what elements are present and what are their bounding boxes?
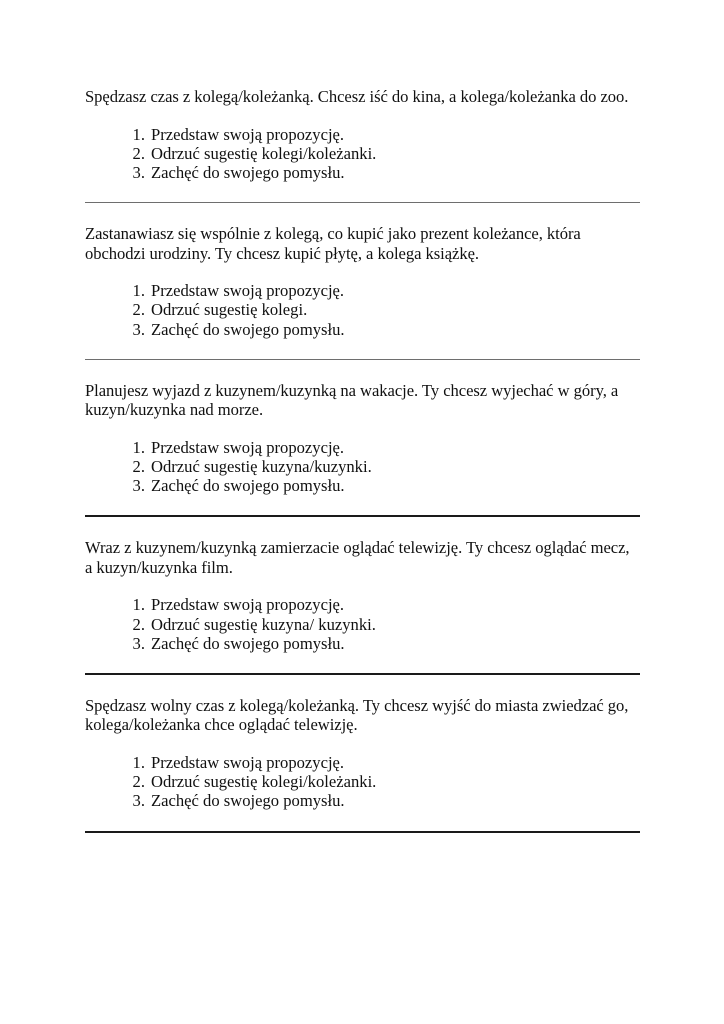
task-text: Przedstaw swoją propozycję. (151, 437, 345, 457)
scenario-prompt: Spędzasz czas z kolegą/koleżanką. Chcesz iść do kina, a kolega/koleżanka do zoo. (85, 87, 629, 106)
task-number: 1. (132, 437, 145, 457)
task-list (85, 595, 640, 653)
task-item (85, 144, 640, 163)
document-page (85, 87, 640, 854)
scenario-prompt: Zastanawiasz się wspólnie z kolegą, co kupić jako prezent koleżance, która obchodzi urodziny. Ty chcesz kupić płytę, a kolega książkę. (85, 224, 581, 263)
task-item (85, 438, 640, 457)
task-item (85, 163, 640, 182)
task-item (85, 753, 640, 772)
task-number: 3. (132, 162, 145, 182)
task-text: Przedstaw swoją propozycję. (151, 124, 345, 144)
task-item (85, 791, 640, 810)
scenario-prompt: Wraz z kuzynem/kuzynką zamierzacie oglądać telewizję. Ty chcesz oglądać mecz, a kuzyn/kuzynka film. (85, 538, 630, 577)
task-list (85, 438, 640, 496)
section-divider (85, 673, 640, 675)
task-list (85, 281, 640, 339)
task-text: Przedstaw swoją propozycję. (151, 595, 345, 615)
scenario-section-3 (85, 381, 640, 496)
task-text: Odrzuć sugestię kuzyna/kuzynki. (151, 456, 372, 476)
task-item (85, 457, 640, 476)
scenario-section-5 (85, 696, 640, 811)
task-number: 3. (132, 633, 145, 653)
task-item (85, 300, 640, 319)
task-text: Zachęć do swojego pomysłu. (151, 633, 345, 653)
task-number: 2. (132, 614, 145, 634)
task-number: 1. (132, 595, 145, 615)
scenario-section-1 (85, 87, 640, 182)
task-item (85, 615, 640, 634)
task-item (85, 320, 640, 339)
task-number: 3. (132, 319, 145, 339)
task-text: Przedstaw swoją propozycję. (151, 281, 345, 301)
task-number: 1. (132, 752, 145, 772)
task-number: 3. (132, 476, 145, 496)
section-divider (85, 831, 640, 833)
task-list (85, 753, 640, 811)
task-list (85, 125, 640, 183)
task-item (85, 125, 640, 144)
scenario-prompt: Spędzasz wolny czas z kolegą/koleżanką. Ty chcesz wyjść do miasta zwiedzać go, kolega/koleżanka chce oglądać telewizję. (85, 695, 629, 735)
task-item (85, 772, 640, 791)
task-number: 2. (132, 300, 145, 320)
task-number: 3. (132, 791, 145, 811)
task-number: 2. (132, 456, 145, 476)
task-item (85, 476, 640, 495)
scenario-prompt: Planujesz wyjazd z kuzynem/kuzynką na wakacje. Ty chcesz wyjechać w góry, a kuzyn/kuzynka nad morze. (85, 380, 619, 420)
task-text: Zachęć do swojego pomysłu. (151, 476, 345, 496)
section-divider (85, 515, 640, 517)
task-text: Zachęć do swojego pomysłu. (151, 319, 345, 339)
task-text: Odrzuć sugestię kuzyna/ kuzynki. (151, 614, 376, 634)
task-text: Zachęć do swojego pomysłu. (151, 162, 345, 182)
task-number: 2. (132, 772, 145, 792)
task-text: Odrzuć sugestię kolegi/koleżanki. (151, 772, 377, 792)
task-item (85, 595, 640, 614)
section-divider (85, 202, 640, 203)
task-number: 2. (132, 143, 145, 163)
task-text: Przedstaw swoją propozycję. (151, 752, 345, 772)
scenario-section-2 (85, 224, 640, 339)
task-number: 1. (132, 124, 145, 144)
task-number: 1. (132, 281, 145, 301)
task-text: Zachęć do swojego pomysłu. (151, 791, 345, 811)
task-text: Odrzuć sugestię kolegi. (151, 300, 308, 320)
task-item (85, 634, 640, 653)
scenario-section-4 (85, 538, 640, 653)
section-divider (85, 359, 640, 360)
task-item (85, 281, 640, 300)
task-text: Odrzuć sugestię kolegi/koleżanki. (151, 143, 377, 163)
